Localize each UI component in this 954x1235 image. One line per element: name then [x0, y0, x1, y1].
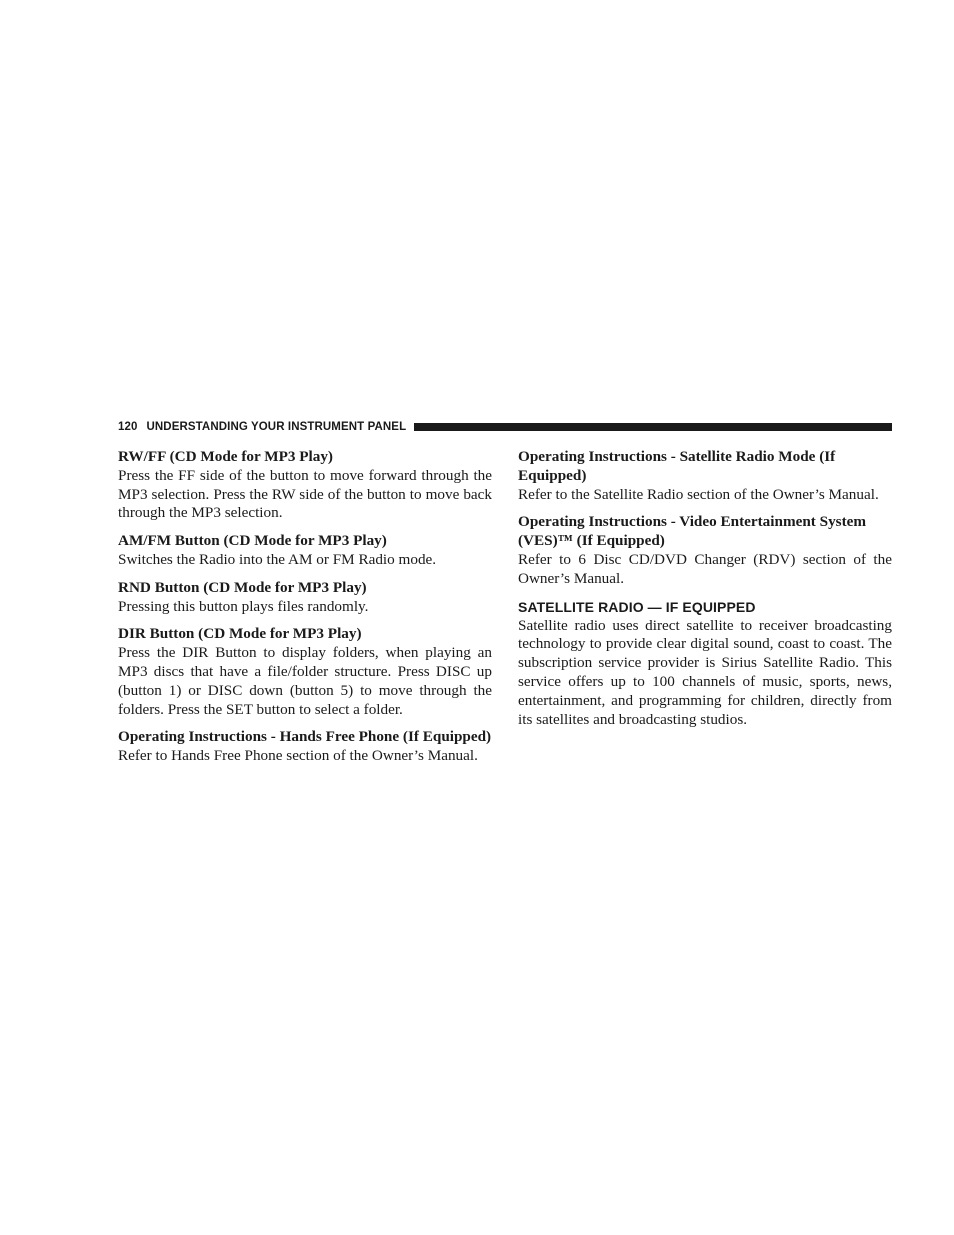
satellite-radio-body: Satellite radio uses direct satellite to receiver broadcasting technology to provide clear digital sound, coast to coast. The subscription service provider is Sirius Satellite Radio. This service offers up to 100 channels of music, sports, news, entertainment, and programming for children, directly from its satellites and broadcasting studios. [518, 616, 892, 728]
right-column [518, 448, 892, 738]
rwff-heading: RW/FF (CD Mode for MP3 Play) [118, 448, 333, 465]
page-number: 120 [118, 421, 138, 433]
ves-heading: Operating Instructions - Video Entertainment System (VES)™ (If Equipped) [518, 513, 867, 550]
satellite-radio-heading: SATELLITE RADIO — IF EQUIPPED [518, 598, 756, 615]
amfm-body: Switches the Radio into the AM or FM Radio mode. [118, 550, 437, 568]
dir-body: Press the DIR Button to display folders, when playing an MP3 discs that have a file/folder structure. Press DISC up (button 1) or DISC down (button 5) to move through the folders. Press the SET button to select a folder. [118, 644, 492, 718]
hands-free-body: Refer to Hands Free Phone section of the Owner’s Manual. [118, 747, 478, 765]
satellite-mode-heading: Operating Instructions - Satellite Radio Mode (If Equipped) [518, 448, 836, 484]
satellite-mode-body: Refer to the Satellite Radio section of the Owner’s Manual. [518, 485, 879, 503]
page-header [118, 419, 892, 435]
left-column [118, 448, 492, 775]
rnd-heading: RND Button (CD Mode for MP3 Play) [118, 578, 367, 596]
dir-heading: DIR Button (CD Mode for MP3 Play) [118, 625, 362, 643]
amfm-heading: AM/FM Button (CD Mode for MP3 Play) [118, 532, 387, 550]
header-rule [414, 423, 892, 431]
section-title: UNDERSTANDING YOUR INSTRUMENT PANEL [146, 421, 407, 433]
rnd-body: Pressing this button plays files randomly. [118, 597, 369, 615]
rwff-body: Press the FF side of the button to move forward through the MP3 selection. Press the RW side of the button to move back through the MP3 selection. [118, 466, 492, 522]
hands-free-heading: Operating Instructions - Hands Free Phone (If Equipped) [118, 728, 492, 746]
ves-body: Refer to 6 Disc CD/DVD Changer (RDV) section of the Owner’s Manual. [518, 550, 892, 587]
